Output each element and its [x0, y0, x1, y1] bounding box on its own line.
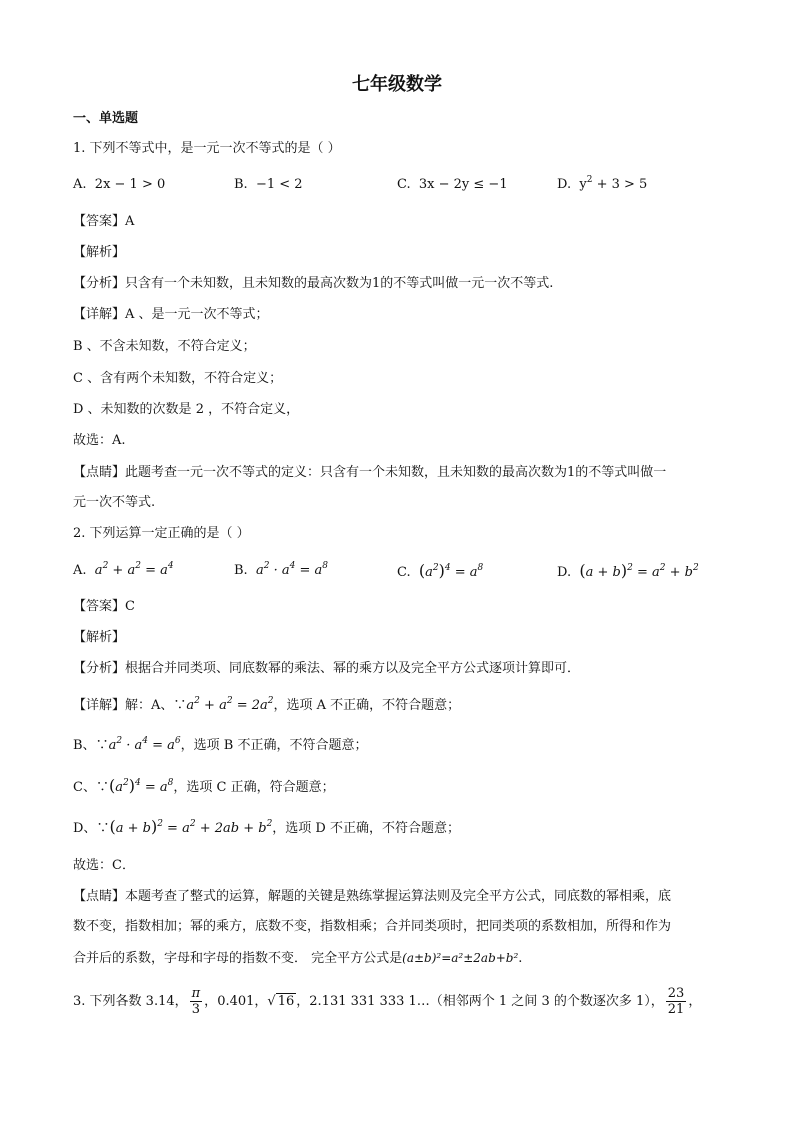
section-heading: 一、单选题 — [73, 111, 139, 126]
q2-option-d: D. $(a + b)^2 = a^2 + b^2$ — [557, 561, 699, 580]
q2-fenxi: 【分析】根据合并同类项、同底数幂的乘法、幂的乘方以及完全平方公式逐项计算即可． — [73, 661, 581, 676]
q2-answer: 【答案】C — [73, 599, 135, 614]
repeating-decimal: 0.401 — [217, 994, 255, 1009]
q1-option-a: A. 2x − 1 > 0 — [73, 177, 166, 192]
q2-comment-line1: 【点睛】本题考查了整式的运算，解题的关键是熟练掌握运算法则及完全平方公式，同底数的幂相乘，底 — [73, 889, 672, 904]
q1-choose: 故选：A. — [73, 433, 126, 448]
q2-detail-c: C、$\because(a^2)^4 = a^8$，选项 C 正确，符合题意； — [73, 776, 335, 795]
q2-detail-d: D、∵(a + $b)^2 = a^2 + 2ab + b^2$，选项 D 不正确，不符合题意； — [73, 817, 460, 836]
q1-answer: 【答案】A — [73, 214, 135, 229]
q1-detail-a: 【详解】A 、是一元一次不等式； — [73, 307, 269, 322]
q2-choose: 故选：C． — [73, 858, 135, 873]
q3-stem: 3. 下列各数 3.14， $\frac{\pi}{3}$ ，0.401，√ 16 ，2.131 331 333 1…（相邻两个 1 之间 3 的个数逐次多 1）， $\frac{23}{21}$ ， — [73, 986, 702, 1017]
q1-analysis: 【解析】 — [73, 245, 126, 260]
pi-over-3-fraction: $\frac{\pi}{3}$ — [191, 986, 201, 1017]
q2-option-a: A. $a^2 + a^2 = a^4$ — [73, 561, 174, 578]
q2-detail-b: B、$\because a^2 \cdot a^4 = a^6$，选项 B 不正确，不符合题意； — [73, 736, 368, 753]
q1-detail-b: B 、不含未知数，不符合定义； — [73, 339, 256, 354]
page-title: 七年级数学 — [352, 74, 442, 95]
q2-detail-a: 【详解】解：A、$\because a^2 + a^2 = 2a^2$，选项 A 不正确，不符合题意； — [73, 696, 461, 713]
q2-comment-line2: 数不变，指数相加；幂的乘方，底数不变，指数相乘；合并同类项时，把同类项的系数相加，所得和作为 — [73, 919, 672, 934]
q2-option-c: C. $(a^2)^4 = a^8$ — [397, 561, 484, 580]
q1-stem: 1. 下列不等式中，是一元一次不等式的是（ ） — [73, 141, 341, 156]
sqrt-16: √ 16 — [267, 994, 295, 1009]
q2-analysis: 【解析】 — [73, 630, 126, 645]
q1-option-c: C. 3x − 2y ≤ −1 — [397, 177, 508, 192]
q1-fenxi: 【分析】只含有一个未知数，且未知数的最高次数为1的不等式叫做一元一次不等式. — [73, 276, 554, 291]
fraction-23-21: $\frac{23}{21}$ — [667, 986, 685, 1017]
q1-detail-d: D 、未知数的次数是 2 ，不符合定义， — [73, 402, 300, 417]
q1-comment-line1: 【点睛】此题考查一元一次不等式的定义：只含有一个未知数，且未知数的最高次数为1的不等式叫做一 — [73, 465, 667, 480]
q1-option-b: B. −1 < 2 — [234, 177, 303, 192]
q1-option-d: D. $y^2 + 3 > 5$ — [557, 175, 648, 192]
q2-option-b: B. $a^2 \cdot a^4 = a^8$ — [234, 561, 328, 578]
q2-stem: 2. 下列运算一定正确的是（ ） — [73, 526, 250, 541]
q1-detail-c: C 、含有两个未知数，不符合定义； — [73, 371, 283, 386]
q1-comment-line2: 元一次不等式. — [73, 495, 156, 510]
q2-comment-line3: 合并后的系数，字母和字母的指数不变． 完全平方公式是(a±b)²=a²±2ab+b². — [73, 951, 523, 966]
